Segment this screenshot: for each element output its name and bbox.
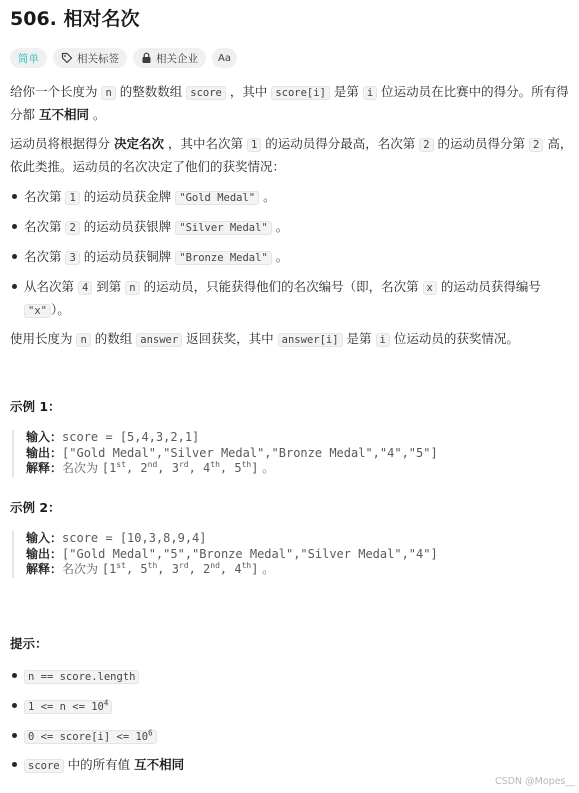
- difficulty-badge[interactable]: 简单: [10, 48, 47, 68]
- example-1-block: 输入：score = [5,4,3,2,1] 输出：["Gold Medal","Silver Medal","Bronze Medal","4","5"] 解释：名次为 [1st, 2nd, 3rd, 4th, 5th] 。: [12, 430, 572, 477]
- list-item: n == score.length: [10, 665, 570, 688]
- related-companies-label: 相关企业: [156, 52, 198, 65]
- list-item: [10, 725, 570, 748]
- example-2-heading: 示例 2：: [10, 500, 61, 515]
- list-item: 从名次第 4 到第 n 的运动员，只能获得他们的名次编号（即，名次第 x 的运动员获得编号 "x" ）。: [10, 276, 570, 322]
- related-tags-button[interactable]: [53, 48, 127, 68]
- hints-heading: 提示：: [10, 636, 48, 651]
- font-size-button[interactable]: [212, 48, 237, 68]
- hint-n-range: $1 <= n <= 10^4$: [24, 700, 112, 714]
- related-tags-label: 相关标签: [77, 52, 119, 65]
- example-1-explain: [1st, 2nd, 3rd, 4th, 5th]: [101, 460, 259, 475]
- list-item: 名次第 1 的运动员获金牌 "Gold Medal" 。: [10, 186, 570, 209]
- description-paragraph-2: 运动员将根据得分 决定名次 ，其中名次第 1 的运动员得分最高，名次第 2 的运动员得分第 2 高，依此类推。运动员的名次决定了他们的获奖情况：: [10, 136, 573, 174]
- font-size-icon: Aa: [218, 52, 231, 64]
- description-paragraph-1: 给你一个长度为 n 的整数数组 score ，其中 score[i] 是第 i 位运动员在比赛中的得分。所有得分都 互不相同 。: [10, 84, 569, 122]
- lock-icon: [141, 52, 152, 64]
- return-description: 使用长度为 n 的数组 answer 返回获奖，其中 answer[i] 是第 i 位运动员的获奖情况。: [10, 331, 519, 346]
- example-2-explain: [1st, 5th, 3rd, 2nd, 4th]: [101, 561, 259, 576]
- list-item: 名次第 2 的运动员获银牌 "Silver Medal" 。: [10, 216, 570, 239]
- hint-score-range: 0 <= score[i] <= $10^6$: [24, 730, 157, 744]
- list-item: [10, 695, 570, 718]
- related-companies-button[interactable]: [133, 48, 206, 68]
- example-2-block: 输入：score = [10,3,8,9,4] 输出：["Gold Medal","5","Bronze Medal","Silver Medal","4"] 解释：名次为 [1st, 5th, 3rd, 2nd, 4th] 。: [12, 531, 572, 578]
- list-item: score 中的所有值 互不相同: [10, 754, 570, 777]
- tag-icon: [61, 52, 73, 64]
- page-title: 506. 相对名次: [10, 8, 140, 30]
- example-1-heading: 示例 1：: [10, 399, 61, 414]
- list-item: 名次第 3 的运动员获铜牌 "Bronze Medal" 。: [10, 246, 570, 269]
- watermark: CSDN @Mopes__: [495, 776, 575, 787]
- tag-bar: [10, 48, 237, 68]
